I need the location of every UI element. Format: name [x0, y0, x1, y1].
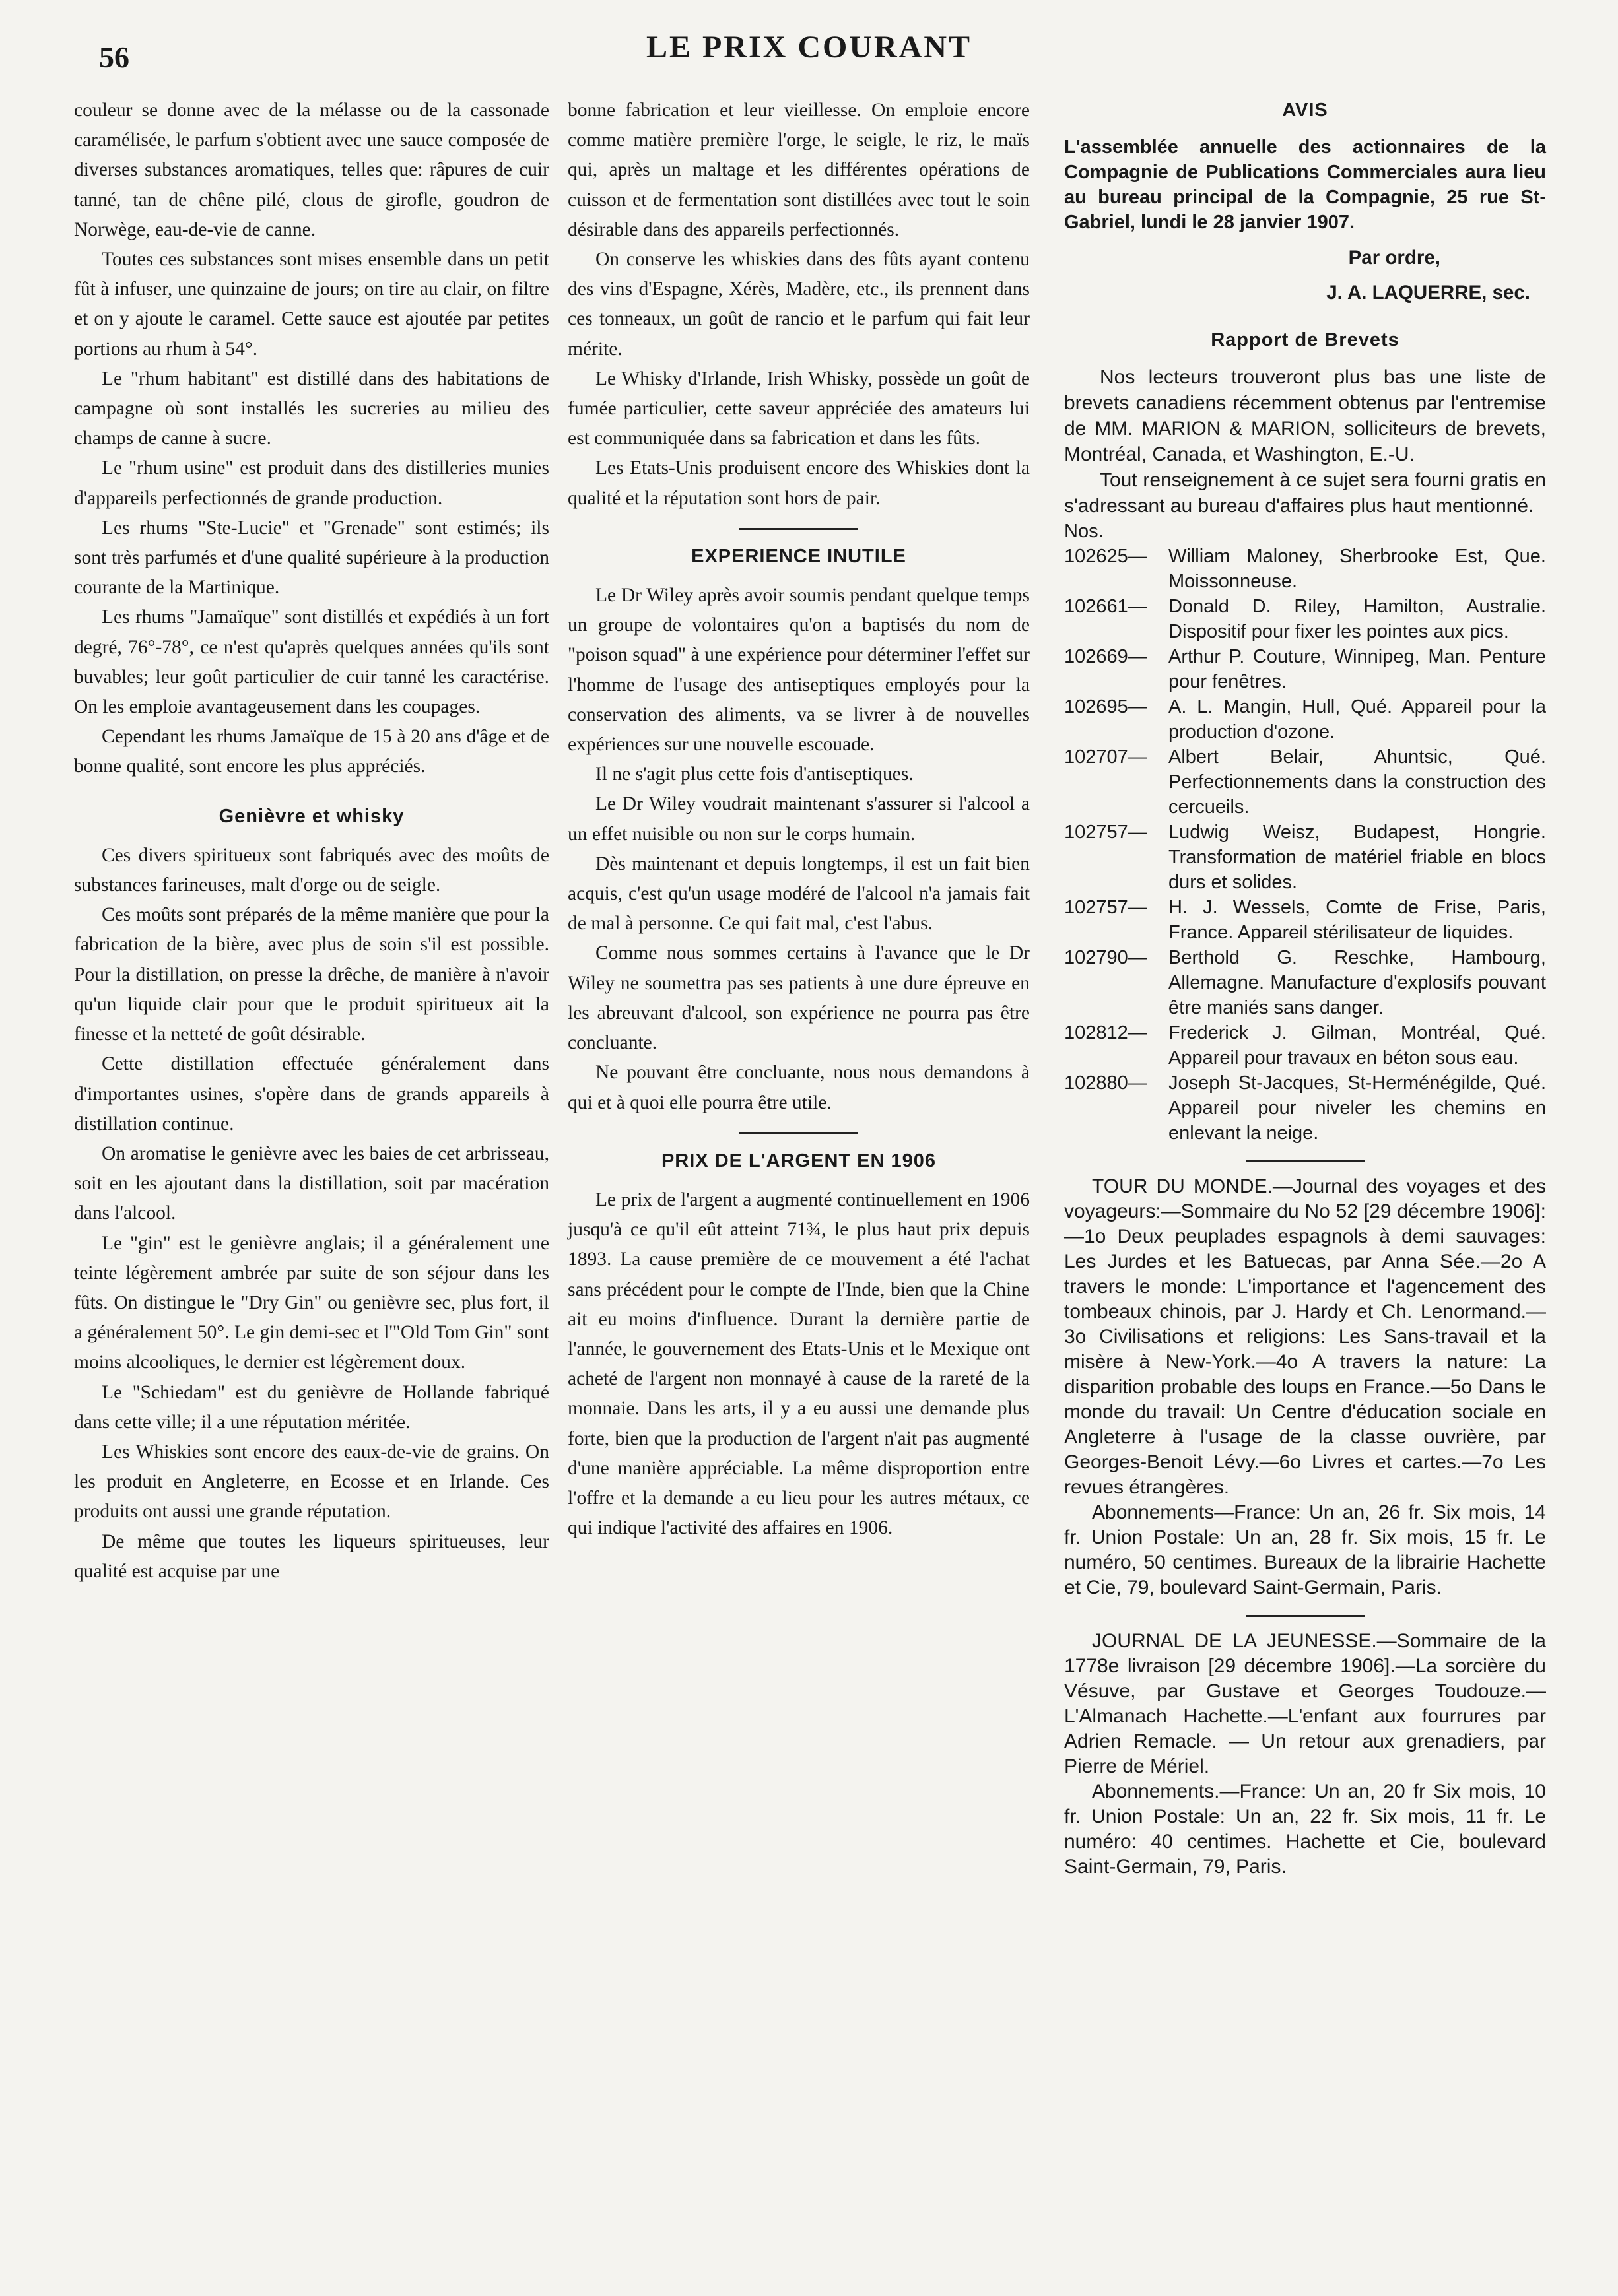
- tour-du-monde-notice: [1064, 1174, 1546, 1600]
- brevet-text: Albert Belair, Ahuntsic, Qué. Perfectionnements dans la construction des cercueils.: [1168, 746, 1546, 818]
- brevet-text: H. J. Wessels, Comte de Frise, Paris, France. Appareil stérilisateur de liquides.: [1168, 896, 1546, 943]
- list-item: [1064, 744, 1546, 820]
- paragraph: Les rhums "Jamaïque" sont distillés et expédiés à un fort degré, 76°-78°, ce n'est qu'après quelques années qu'ils sont buvables; leur goût particulier de cuir tanné les caractérise. On les emploie avantageusement dans les coupages.: [74, 607, 549, 718]
- paragraph: Toutes ces substances sont mises ensemble dans un petit fût à infuser, une quinzaine de jours; on tire au clair, on filtre et on y ajoute le caramel. Cette sauce est ajoutée par petites portions au rhum à 54°.: [74, 249, 549, 360]
- brevet-text: Ludwig Weisz, Budapest, Hongrie. Transformation de matériel friable en blocs durs et solides.: [1168, 821, 1546, 893]
- journal-title: LE PRIX COURANT: [646, 30, 972, 65]
- paragraph: De même que toutes les liqueurs spiritueuses, leur qualité est acquise par une: [74, 1530, 549, 1582]
- page-number: 56: [99, 40, 129, 74]
- paragraph: Il ne s'agit plus cette fois d'antiseptiques.: [595, 764, 914, 785]
- brevet-number: 102661—: [1064, 595, 1147, 617]
- brevet-text: William Maloney, Sherbrooke Est, Que. Moissonneuse.: [1168, 545, 1546, 592]
- brevet-text: Joseph St-Jacques, St-Herménégilde, Qué. Appareil pour niveler les chemins en enlevant la neige.: [1168, 1072, 1546, 1144]
- journal-jeunesse-notice: [1064, 1629, 1546, 1880]
- paragraph: Le prix de l'argent a augmenté continuellement en 1906 jusqu'à ce qu'il eût atteint 71¾, le plus haut prix depuis 1893. La cause première de ce mouvement a été l'achat sans précédent pour le compte de l'Inde, bien que la Chine ait eu moins d'influence. Durant la dernière partie de l'année, le gouvernement des Etats-Unis et le Mexique ont acheté de l'argent non monnayé à cause de la rareté de la monnaie. Dans les arts, il y a eu aussi une demande plus forte, bien que la production de l'argent n'ait pas augmenté d'une manière appréciable. La même disproportion entre l'offre et la demande a eu lieu pour les autres métaux, ce qui indique l'activité des affaires en 1906.: [568, 1189, 1030, 1539]
- paragraph: On conserve les whiskies dans des fûts ayant contenu des vins d'Espagne, Xérès, Madère, etc., ils prennent dans ces tonneaux, un goût de rancio et le parfum qui fait leur mérite.: [568, 249, 1030, 360]
- paragraph: Ces moûts sont préparés de la même manière que pour la fabrication de la bière, avec plus de soin s'il est possible. Pour la distillation, on presse la drêche, de manière à n'avoir qu'un liquide clair pour que le produit spiritueux ait la finesse et la netteté de goût désirable.: [74, 904, 549, 1045]
- brevet-number: 102625—: [1064, 545, 1147, 567]
- section-divider: [1246, 1160, 1365, 1162]
- brevet-number: 102757—: [1064, 896, 1147, 918]
- brevets-section: [1064, 325, 1546, 1146]
- paragraph: Dès maintenant et depuis longtemps, il est un fait bien acquis, c'est qu'un usage modéré de l'alcool n'a jamais fait de mal à personne. Ce qui fait mal, c'est l'abus.: [568, 853, 1030, 935]
- paragraph: Le "Schiedam" est du genièvre de Hollande fabriqué dans cette ville; il a une réputation méritée.: [74, 1381, 549, 1433]
- section-divider: [1246, 1615, 1365, 1617]
- paragraph: Ces divers spiritueux sont fabriqués avec des moûts de substances farineuses, malt d'orge ou de seigle.: [74, 844, 549, 896]
- brevets-intro: Nos lecteurs trouveront plus bas une liste de brevets canadiens récemment obtenus par l'entremise de MM. MARION & MARION, solliciteurs de brevets, Montréal, Canada, et Washington, E.-U.: [1064, 366, 1546, 465]
- paragraph: Le "rhum habitant" est distillé dans des habitations de campagne où sont installés les sucreries au milieu des champs de canne à sucre.: [74, 368, 549, 449]
- paragraph: Les Whiskies sont encore des eaux-de-vie de grains. On les produit en Angleterre, en Ecosse et en Irlande. Ces produits ont aussi une grande réputation.: [74, 1441, 549, 1523]
- avis-body: L'assemblée annuelle des actionnaires de la Compagnie de Publications Commerciales aura lieu au bureau principal de la Compagnie, 25 rue St-Gabriel, lundi le 28 janvier 1907.: [1064, 137, 1546, 234]
- column-2: [568, 96, 1030, 1543]
- list-item: [1064, 694, 1546, 744]
- paragraph: Cette distillation effectuée généralement dans d'importantes usines, s'opère dans de grands appareils à distillation continue.: [74, 1053, 549, 1134]
- brevets-heading: Rapport de Brevets: [1211, 329, 1399, 350]
- paragraph: Le Whisky d'Irlande, Irish Whisky, possède un goût de fumée particulier, cette saveur appréciée des amateurs lui est communiquée dans sa fabrication et dans les fûts.: [568, 368, 1030, 449]
- list-item: [1064, 1070, 1546, 1146]
- avis-heading: AVIS: [1282, 100, 1328, 121]
- paragraph: Le "rhum usine" est produit dans des distilleries munies d'appareils perfectionnés de grande production.: [74, 457, 549, 509]
- avis-signature: J. A. LAQUERRE, sec.: [1326, 282, 1530, 304]
- section-heading-experience: EXPERIENCE INUTILE: [691, 545, 906, 567]
- brevets-nos-label: Nos.: [1064, 520, 1104, 542]
- list-item: [1064, 594, 1546, 644]
- paragraph: Abonnements—France: Un an, 26 fr. Six mois, 14 fr. Union Postale: Un an, 28 fr. Six mois, 15 fr. Le numéro, 50 centimes. Bureaux de la librairie Hachette et Cie, 79, boulevard Saint-Germain, Paris.: [1064, 1501, 1546, 1598]
- brevet-number: 102812—: [1064, 1022, 1147, 1043]
- brevets-list: [1064, 544, 1546, 1146]
- paragraph: Le Dr Wiley après avoir soumis pendant quelque temps un groupe de volontaires qu'on a baptisés du nom de "poison squad" à une expérience pour déterminer l'effet sur l'homme de l'usage des antiseptiques employés pour la conservation des aliments, va se livrer à de nouvelles expériences sur une nouvelle escouade.: [568, 585, 1030, 756]
- paragraph: bonne fabrication et leur vieillesse. On emploie encore comme matière première l'orge, le seigle, le riz, le maïs qui, après un maltage et les différentes opérations de cuisson et de fermentation sont distillées avec tout le soin désirable dans des appareils perfectionnés.: [568, 100, 1030, 240]
- brevet-number: 102669—: [1064, 645, 1147, 667]
- paragraph: Les Etats-Unis produisent encore des Whiskies dont la qualité et la réputation sont hors de pair.: [568, 457, 1030, 509]
- brevet-text: Frederick J. Gilman, Montréal, Qué. Appareil pour travaux en béton sous eau.: [1168, 1022, 1546, 1068]
- brevet-number: 102757—: [1064, 821, 1147, 843]
- paragraph: Abonnements.—France: Un an, 20 fr Six mois, 10 fr. Union Postale: Un an, 22 fr. Six mois, 11 fr. Le numéro: 40 centimes. Hachette et Cie, boulevard Saint-Germain, 79, Paris.: [1064, 1780, 1546, 1878]
- section-divider: [739, 528, 858, 530]
- section-heading-argent: PRIX DE L'ARGENT EN 1906: [661, 1150, 937, 1171]
- list-item: [1064, 895, 1546, 945]
- brevet-text: A. L. Mangin, Hull, Qué. Appareil pour la production d'ozone.: [1168, 696, 1546, 742]
- list-item: [1064, 1020, 1546, 1070]
- paragraph: On aromatise le genièvre avec les baies de cet arbrisseau, soit en les ajoutant dans la distillation, soit par macération dans l'alcool.: [74, 1142, 549, 1224]
- list-item: [1064, 644, 1546, 694]
- paragraph: Ne pouvant être concluante, nous nous demandons à qui et à quoi elle pourra être utile.: [568, 1062, 1030, 1113]
- brevet-number: 102880—: [1064, 1072, 1147, 1094]
- paragraph: Cependant les rhums Jamaïque de 15 à 20 ans d'âge et de bonne qualité, sont encore les plus appréciés.: [74, 726, 549, 777]
- brevet-number: 102707—: [1064, 746, 1147, 768]
- section-divider: [739, 1132, 858, 1134]
- brevet-number: 102790—: [1064, 946, 1147, 968]
- list-item: [1064, 544, 1546, 594]
- column-1: [74, 96, 549, 1587]
- paragraph: Le "gin" est le genièvre anglais; il a généralement une teinte légèrement ambrée par suite de son séjour dans les fûts. On distingue le "Dry Gin" ou genièvre sec, plus fort, il a généralement 50°. Le gin demi-sec et l'"Old Tom Gin" sont moins alcooliques, le dernier est légèrement doux.: [74, 1232, 549, 1373]
- avis-order: Par ordre,: [1348, 247, 1440, 269]
- paragraph: JOURNAL DE LA JEUNESSE.—Sommaire de la 1778e livraison [29 décembre 1906].—La sorcière du Vésuve, par Gustave et Georges Toudouze.—L'Almanach Hachette.—L'enfant aux fourrures par Adrien Remacle. — Un retour aux grenadiers, par Pierre de Mériel.: [1064, 1629, 1546, 1777]
- paragraph: Les rhums "Ste-Lucie" et "Grenade" sont estimés; ils sont très parfumés et d'une qualité supérieure à la production courante de la Martinique.: [74, 517, 549, 599]
- brevet-text: Arthur P. Couture, Winnipeg, Man. Penture pour fenêtres.: [1168, 645, 1546, 692]
- brevet-text: Donald D. Riley, Hamilton, Australie. Dispositif pour fixer les pointes aux pics.: [1168, 595, 1546, 642]
- avis-notice: [1064, 96, 1546, 308]
- column-3: [1064, 96, 1546, 1880]
- paragraph: couleur se donne avec de la mélasse ou de la cassonade caramélisée, le parfum s'obtient avec une sauce composée de diverses substances aromatiques, telles que: râpures de cuir tanné, tan de chêne pilé, clous de girofle, goudron de Norwège, eau-de-vie de canne.: [74, 100, 549, 240]
- brevet-number: 102695—: [1064, 696, 1147, 717]
- paragraph: Comme nous sommes certains à l'avance que le Dr Wiley ne soumettra pas ses patients à une dure épreuve en les abreuvant d'alcool, son expérience ne pourra pas être concluante.: [568, 942, 1030, 1054]
- brevet-text: Berthold G. Reschke, Hambourg, Allemagne. Manufacture d'explosifs pouvant être maniés sans danger.: [1168, 946, 1546, 1018]
- list-item: [1064, 945, 1546, 1020]
- brevets-intro: Tout renseignement à ce sujet sera fourni gratis en s'adressant au bureau d'affaires plus haut mentionné.: [1064, 469, 1546, 517]
- section-heading-genievre: Genièvre et whisky: [219, 805, 405, 827]
- paragraph: TOUR DU MONDE.—Journal des voyages et des voyageurs:—Sommaire du No 52 [29 décembre 1906]:—1o Deux peuplades espagnols à demi sauvages: Les Jurdes et les Batuecas, par Anna Sée.—2o A travers le monde: L'importance et l'agencement des tombeaux chinois, par J. Hardy et Ch. Lenormand.—3o Civilisations et religions: Les Sans-travail et la misère à New-York.—4o A travers la nature: La disparition probable des loups en France.—5o Dans le monde du travail: Un Centre d'éducation sociale en Angleterre à l'usage de la classe ouvrière, par Georges-Benoit Lévy.—6o Livres et cartes.—7o Les revues étrangères.: [1064, 1175, 1546, 1498]
- list-item: [1064, 820, 1546, 895]
- paragraph: Le Dr Wiley voudrait maintenant s'assurer si l'alcool a un effet nuisible ou non sur le corps humain.: [568, 793, 1030, 845]
